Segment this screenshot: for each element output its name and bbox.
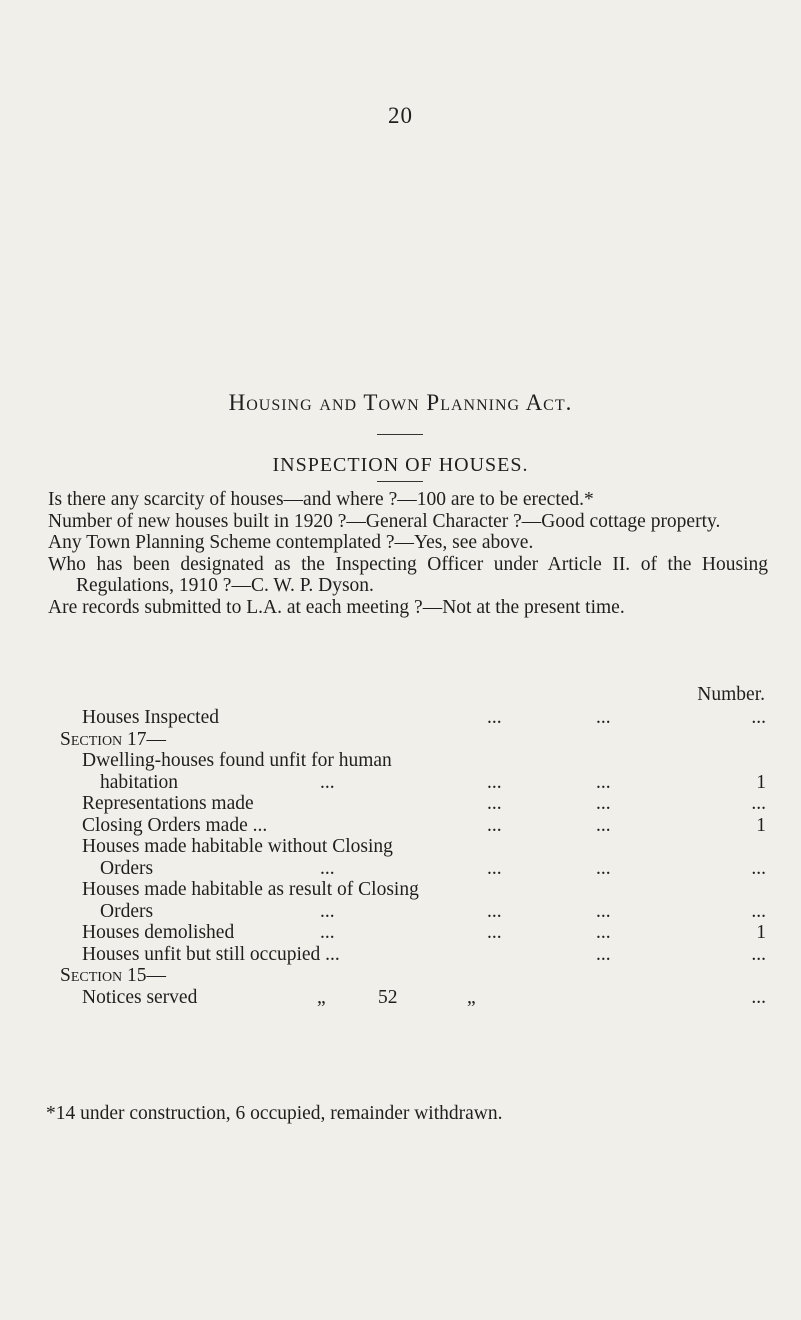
row-label: Houses made habitable as result of Closing bbox=[82, 879, 419, 900]
notices-number: 52 bbox=[378, 986, 398, 1008]
footnote: *14 under construction, 6 occupied, remainder withdrawn. bbox=[46, 1103, 503, 1124]
divider bbox=[377, 434, 423, 435]
question-town-planning: Any Town Planning Scheme contemplated ?—Yes, see above. bbox=[48, 532, 534, 553]
table-row bbox=[60, 879, 766, 901]
row-label: habitation bbox=[100, 771, 178, 793]
row-label: Houses Inspected bbox=[82, 707, 220, 728]
leader-dots: ... bbox=[487, 900, 502, 922]
table-row bbox=[60, 836, 766, 858]
row-label: Dwelling-houses found unfit for human bbox=[82, 750, 392, 771]
leader-dots: ... bbox=[320, 857, 335, 879]
row-value: ... bbox=[751, 793, 766, 814]
leader-dots: ... bbox=[596, 922, 611, 943]
section-heading bbox=[60, 729, 766, 751]
leader-dots: ... bbox=[596, 857, 611, 879]
question-inspecting-officer: Who has been designated as the Inspecting Officer under Article II. of the Housing Regulations, 1910 ?—C. W. P. Dyson. bbox=[48, 553, 768, 596]
row-label: Houses unfit but still occupied ... bbox=[82, 943, 340, 965]
table-row bbox=[60, 922, 766, 944]
section-heading bbox=[60, 965, 766, 987]
leader-dots: ... bbox=[596, 793, 611, 814]
table-row bbox=[60, 944, 766, 966]
table-row bbox=[60, 858, 766, 880]
table-row bbox=[60, 772, 766, 794]
row-label: Notices served bbox=[82, 986, 198, 1008]
leader-dots: ... bbox=[596, 707, 611, 728]
leader-dots: ... bbox=[596, 900, 611, 922]
question-new-houses: Number of new houses built in 1920 ?—General Character ?—Good cottage property. bbox=[48, 510, 721, 532]
row-label: Orders bbox=[100, 857, 154, 879]
leader-dots: ... bbox=[487, 922, 502, 943]
section-17-label: Section 17— bbox=[60, 728, 167, 750]
number-column-heading: Number. bbox=[697, 684, 765, 705]
leader-dots: ... bbox=[487, 814, 502, 836]
leader-dots: ... bbox=[596, 771, 611, 793]
page-number: 20 bbox=[388, 103, 413, 128]
row-value: 1 bbox=[756, 922, 766, 943]
row-label: Closing Orders made ... bbox=[82, 814, 268, 836]
leader-dots: ... bbox=[487, 771, 502, 793]
row-value: 1 bbox=[756, 814, 766, 836]
leader-dots: ... bbox=[596, 943, 611, 965]
questions-block bbox=[48, 489, 768, 618]
leader-dots: ... bbox=[320, 922, 335, 943]
row-label: Houses made habitable without Closing bbox=[82, 836, 393, 857]
leader-dots: ... bbox=[320, 900, 335, 922]
question-records: Are records submitted to L.A. at each meeting ?—Not at the present time. bbox=[48, 596, 625, 618]
question-scarcity: Is there any scarcity of houses—and where ?—100 are to be erected.* bbox=[48, 489, 594, 510]
leader-dots: ... bbox=[487, 707, 502, 728]
row-label: Houses demolished bbox=[82, 922, 235, 943]
table-row bbox=[60, 707, 766, 729]
leader-dots: ... bbox=[320, 771, 335, 793]
row-value: ... bbox=[751, 986, 766, 1008]
table-row bbox=[60, 815, 766, 837]
heading: Housing and Town Planning Act. bbox=[228, 390, 573, 415]
ditto-mark: „ bbox=[467, 986, 476, 1008]
leader-dots: ... bbox=[487, 793, 502, 814]
table-row bbox=[60, 987, 766, 1009]
row-value: ... bbox=[751, 857, 766, 879]
row-value: ... bbox=[751, 943, 766, 965]
table-row bbox=[60, 793, 766, 815]
leader-dots: ... bbox=[487, 857, 502, 879]
table-row bbox=[60, 750, 766, 772]
divider bbox=[377, 481, 423, 482]
row-value: 1 bbox=[756, 771, 766, 793]
section-15-label: Section 15— bbox=[60, 965, 167, 986]
leader-dots: ... bbox=[596, 814, 611, 836]
inspection-table bbox=[60, 707, 766, 1008]
row-label: Orders bbox=[100, 900, 154, 922]
subheading: INSPECTION OF HOUSES. bbox=[272, 454, 529, 476]
row-label: Representations made bbox=[82, 793, 254, 814]
row-value: ... bbox=[751, 900, 766, 922]
table-row bbox=[60, 901, 766, 923]
row-value: ... bbox=[751, 707, 766, 728]
ditto-mark: „ bbox=[317, 986, 326, 1008]
